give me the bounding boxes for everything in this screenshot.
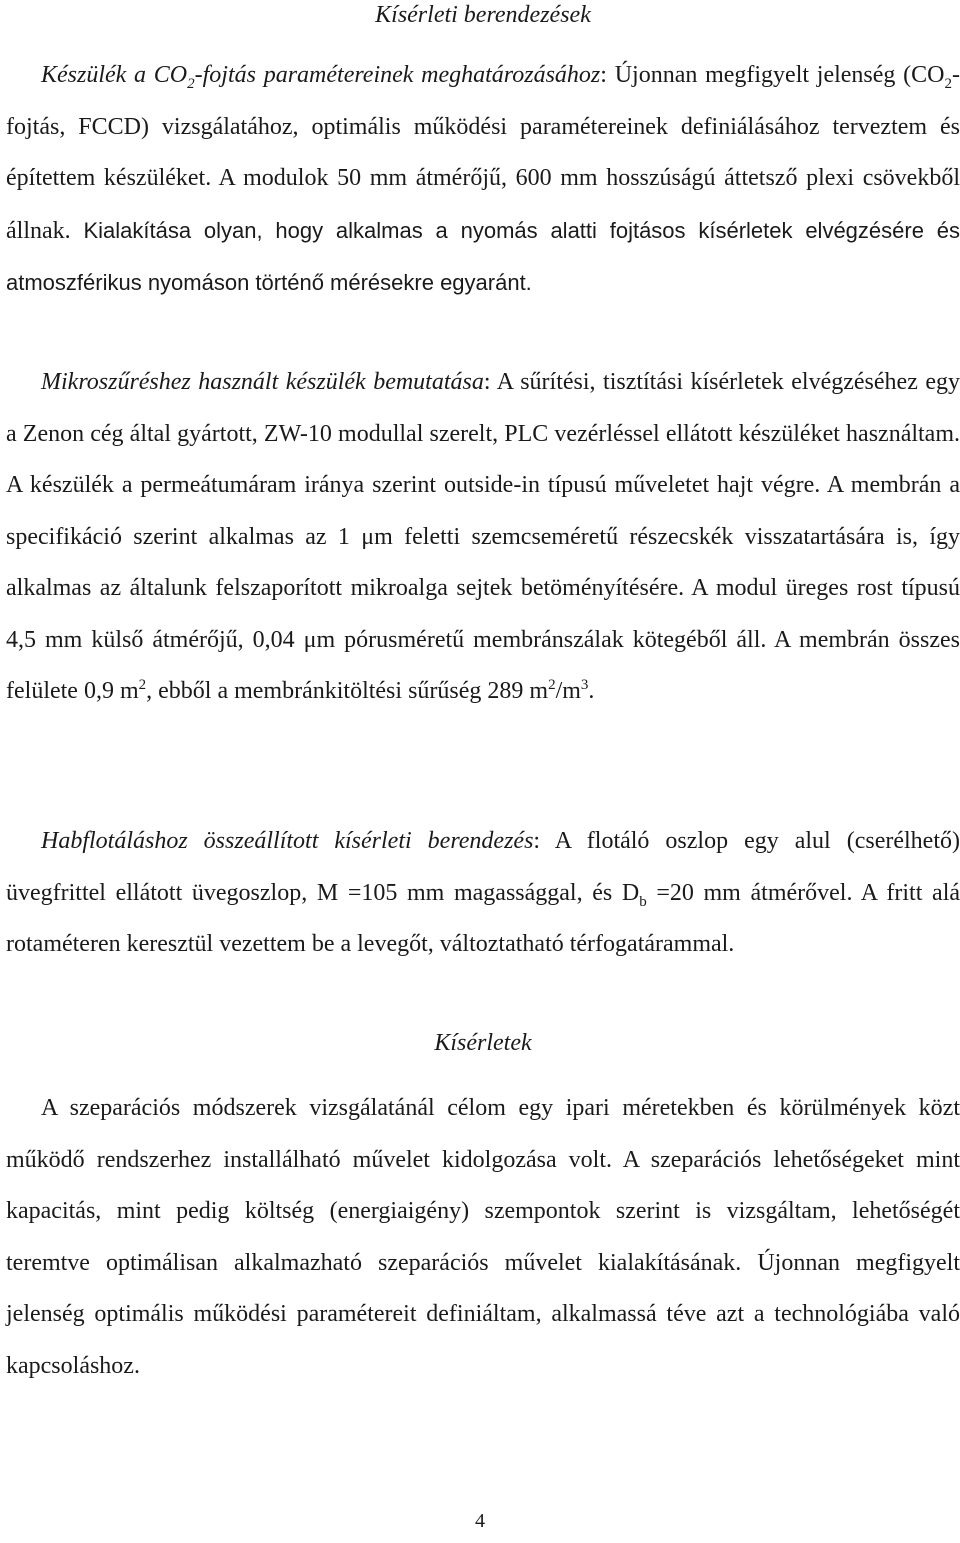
paragraph-experiments: A szeparációs módszerek vizsgálatánál célom egy ipari méretekben és körülmények közt működő rendszerhez installálható művelet kidolgozása volt. A szeparációs lehetőségeket mint kapacitás, mint pedig költség (energiaigény) szempontok szerint is vizsgáltam, lehetőségét teremtve optimálisan alkalmazható szeparációs művelet kialakításának. Újonnan megfigyelt jelenség optimális működési paramétereit definiáltam, alkalmassá téve azt a technológiába való kapcsoláshoz.: [6, 1095, 960, 1379]
paragraph-microfiltration-device: Mikroszűréshez használt készülék bemutatása: A sűrítési, tisztítási kísérletek elvégzéséhez egy a Zenon cég által gyártott, ZW-10 modullal szerelt, PLC vezérléssel ellátott készüléket használtam. A készülék a permeátumáram iránya szerint outside-in típusú műveletet hajt végre. A membrán a specifikáció szerint alkalmas az 1 μm feletti szemcseméretű részecskék visszatartására is, így alkalmas az általunk felszaporított mikroalga sejtek betöményítésére. A modul üreges rost típusú 4,5 mm külső átmérőjű, 0,04 μm pórusméretű membránszálak kötegéből áll. A membrán összes felülete 0,9 $m^2$, ebből a membránkitöltési sűrűség 289 $m^2/m^3$.: [6, 369, 960, 704]
paragraph-foam-flotation-device: Habflotáláshoz összeállított kísérleti berendezés: A flotáló oszlop egy alul (cserélhető) üvegfrittel ellátott üvegoszlop, M =105 mm magassággal, és $D_b =20$ mm átmérővel. A fritt alá rotaméteren keresztül vezettem be a levegőt, változtatható térfogatárammal.: [6, 828, 960, 957]
section-heading-equipment: Kísérleti berendezések: [375, 2, 591, 28]
paragraph-co2-throttling-device: Készülék a $CO_2$-fojtás paramétereinek meghatározásához: Újonnan megfigyelt jelenség ($CO_2$-fojtás, FCCD) vizsgálatához, optimális működési paramétereinek definiálásához terveztem és építettem készüléket. A modulok 50 mm átmérőjű, 600 mm hosszúságú áttetsző plexi csövekből állnak. Kialakítása olyan, hogy alkalmas a nyomás alatti fojtásos kísérletek elvégzésére és atmoszférikus nyomáson történő mérésekre egyaránt.: [6, 62, 960, 295]
section-heading-experiments: Kísérletek: [434, 1030, 532, 1056]
paragraph-label: Készülék a $CO_2$-fojtás paramétereinek meghatározásához: [41, 62, 601, 92]
page-number: 4: [475, 1510, 485, 1532]
paragraph-label: Mikroszűréshez használt készülék bemutatása: [41, 369, 484, 395]
paragraph-label: Habflotáláshoz összeállított kísérleti berendezés: [41, 828, 534, 854]
